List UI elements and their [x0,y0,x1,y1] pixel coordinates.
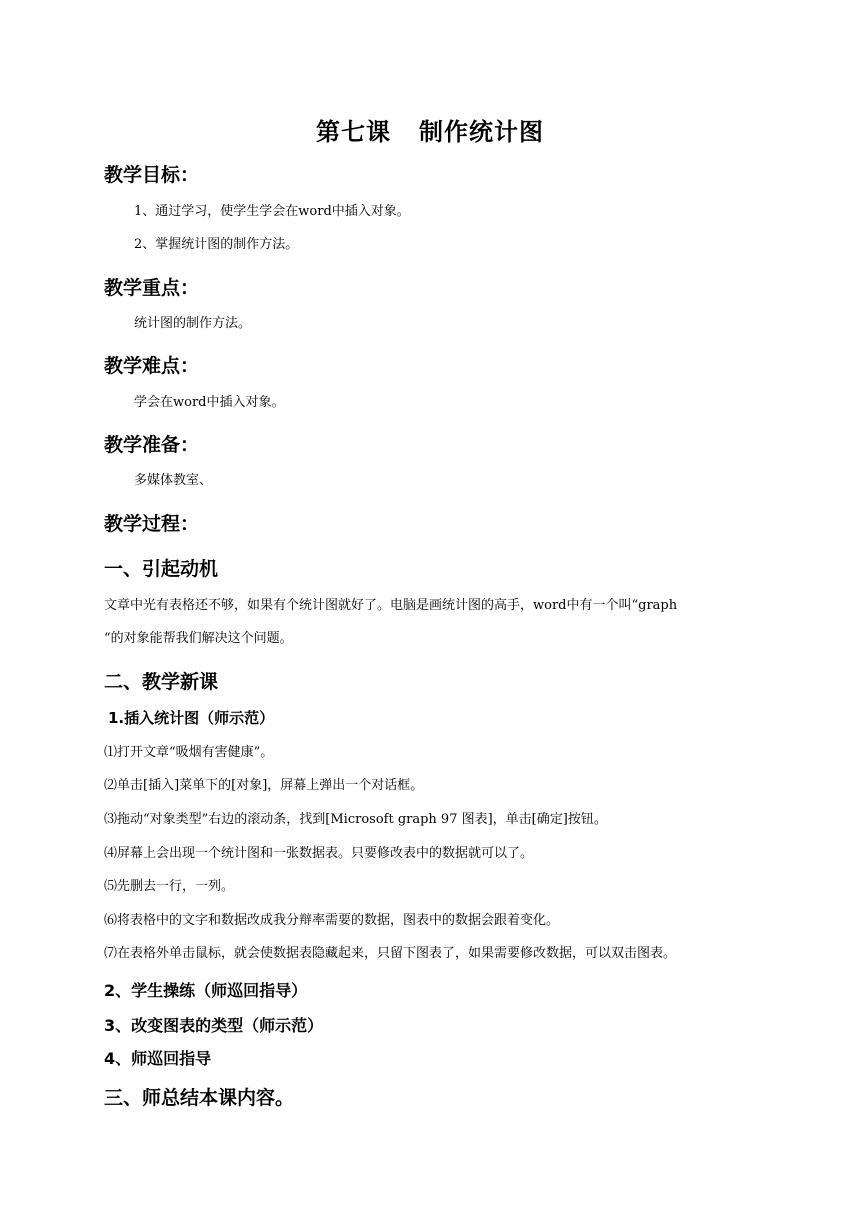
preparation-text: 多媒体教室、 [134,473,213,488]
key-point-heading: 教学重点： [104,277,200,299]
step-line: ⑵单击[插入]菜单下的[对象]，屏幕上弹出一个对话框。 [104,778,424,793]
objectives-heading: 教学目标： [104,164,200,186]
sub-heading: 2、学生操练（师巡回指导） [104,981,308,1000]
sub-heading: 1.插入统计图（师示范） [108,709,275,727]
objective-item: 2、掌握统计图的制作方法。 [134,237,299,252]
difficulty-heading: 教学难点： [104,355,200,377]
objective-item: 1、通过学习，使学生学会在word中插入对象。 [134,204,410,219]
step-line: ⑷屏幕上会出现一个统计图和一张数据表。只要修改表中的数据就可以了。 [104,846,534,861]
page-title: 第七课 制作统计图 [315,118,545,146]
step-line: ⑶拖动“对象类型”右边的滚动条，找到[Microsoft graph 97 图表]，单击[确定]按钮。 [104,812,607,827]
sub-heading: 4、师巡回指导 [104,1049,212,1068]
difficulty-text: 学会在word中插入对象。 [134,395,285,410]
preparation-heading: 教学准备： [104,434,200,456]
step-line: ⑹将表格中的文字和数据改成我分辩率需要的数据，图表中的数据会跟着变化。 [104,913,560,928]
section2-heading: 二、教学新课 [104,671,219,693]
step-line: ⑴打开文章“吸烟有害健康”。 [104,745,274,760]
paragraph-line: “的对象能帮我们解决这个问题。 [104,631,293,646]
section1-heading: 一、引起动机 [104,558,219,580]
process-heading: 教学过程： [104,513,200,535]
step-line: ⑺在表格外单击鼠标，就会使数据表隐藏起来，只留下图表了，如果需要修改数据，可以双击图表。 [104,946,677,961]
section3-heading: 三、师总结本课内容。 [104,1087,295,1109]
step-line: ⑸先删去一行，一列。 [104,879,235,894]
sub-heading: 3、改变图表的类型（师示范） [104,1016,324,1035]
paragraph-line: 文章中光有表格还不够，如果有个统计图就好了。电脑是画统计图的高手，word中有一个叫“graph [104,598,678,613]
key-point-text: 统计图的制作方法。 [134,316,252,331]
